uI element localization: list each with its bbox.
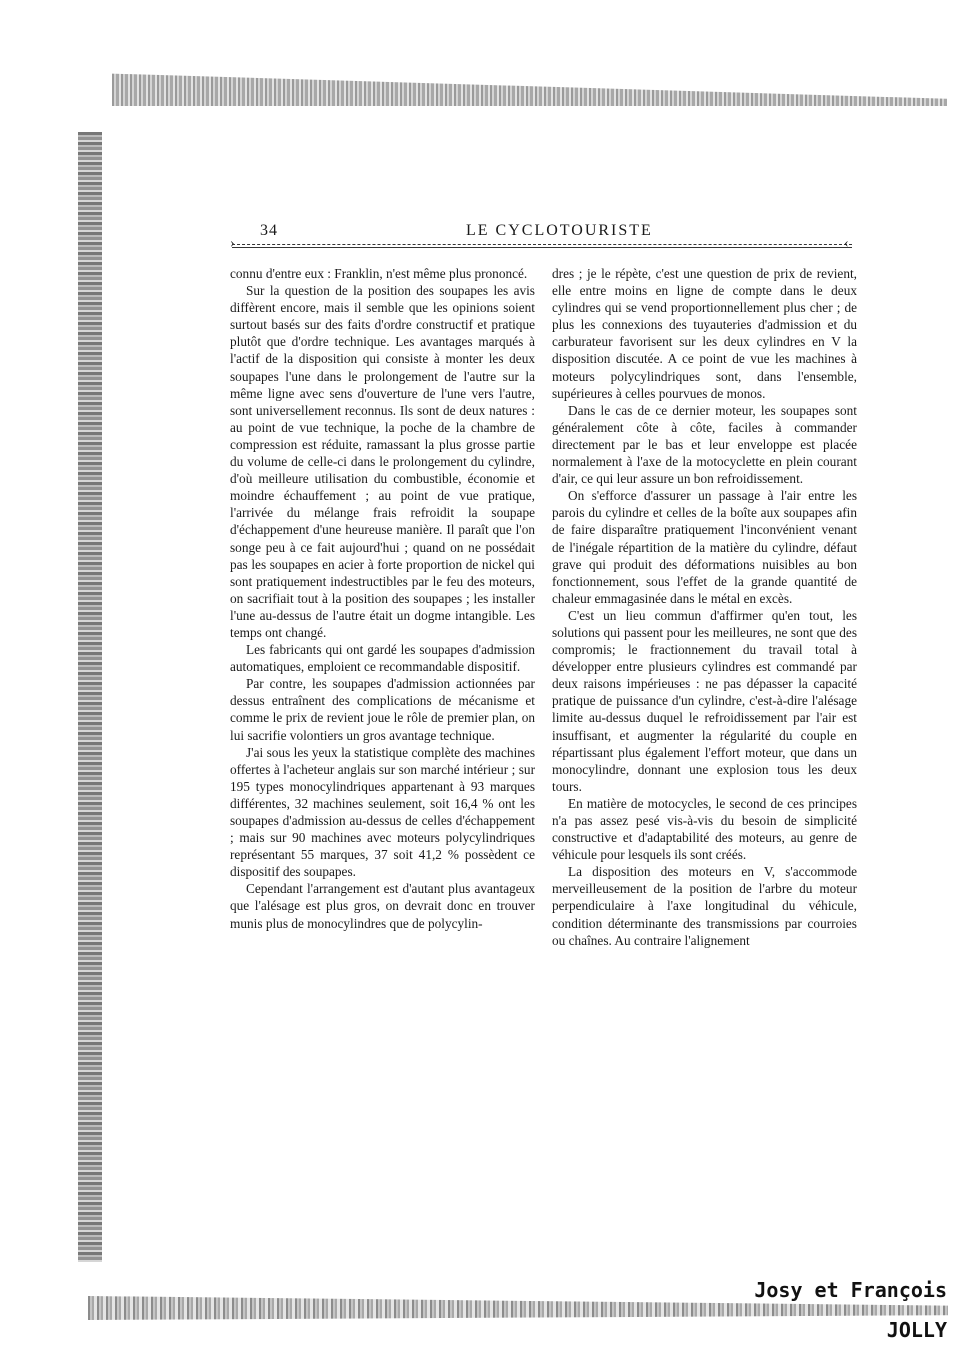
scan-artifact-top [112,70,947,106]
paragraph: Cependant l'arrangement est d'autant plus avantageux que l'alésage est plus gros, on devrait donc en trouver munis plus de monocylindres que de polycylin- [230,881,535,931]
left-column [230,265,535,932]
rule-arrow-left-icon: › [230,236,235,251]
paragraph: C'est un lieu commun d'affirmer qu'en tout, les solutions qui passent pour les meilleures, ne sont que des compromis; le fractionnement du travail total à développer entre plusieurs cylindres est commandé par deux raisons impérieuses : ne pas dépasser la capacité pratique de puissance d'un cylindre, c'est-à-dire l'alésage limite au-dessus duquel le refroidissement par l'air est insuffisant, et augmenter la régularité du couple en répartissant plus également l'effort moteur, que dans un monocylindre, donnant une explosion tous les deux tours. [552,607,857,794]
rule-arrow-right-icon: ‹ [844,236,849,251]
page-number: 34 [260,222,278,239]
paragraph: Les fabricants qui ont gardé les soupapes d'admission automatiques, emploient ce recommandable dispositif. [230,642,535,675]
running-title: LE CYCLOTOURISTE [466,222,653,239]
paragraph: Par contre, les soupapes d'admission actionnées par dessus entraînent des complications de mécanisme et comme le prix de revient joue le rôle de premier plan, on lui sacrifie volontiers un gros avantage technique. [230,676,535,743]
page-header [232,222,864,252]
paragraph: Dans le cas de ce dernier moteur, les soupapes sont généralement côte à côte, faciles à commander directement par le bas et leur enveloppe est placée normalement à l'axe de la motocyclette en plein courant d'air, ce qui leur assure un bon refroidissement. [552,402,857,487]
paragraph: J'ai sous les yeux la statistique complète des machines offertes à l'acheteur anglais sur son marché intérieur ; sur 195 types monocylindriques appartenant à 93 marques différentes, 32 machines seulement, soit 16,4 % ont les soupapes d'admission au-dessus de celles d'échappement ; mais sur 90 machines avec moteurs polycylindriques représentant 55 marques, 37 soit 41,2 % possèdent ce dispositif des soupapes. [230,744,535,880]
paragraph: Sur la question de la position des soupapes les avis diffèrent encore, mais il semble que les opinions soient surtout basés sur des faits d'ordre constructif et pratique plutôt que d'ordre technique. Les avantages marqués à l'actif de la disposition qui consiste à monter les deux soupapes l'une dans le prolongement de l'autre sur la même ligne avec sens d'ouverture de l'une vers l'autre, sont universellement reconnus. Ils sont de deux natures : au point de vue technique, la poche de la chambre de compression est réduite, ramassant la plus grosse partie du volume de celle-ci dans le prolongement du cylindre, d'où meilleure utilisation du combustible, économie et moindre échauffement ; au point de vue pratique, l'arrivée du mélange frais refroidit la soupape d'échappement d'une heureuse manière. Il paraît que l'on songe peu à ce fait aujourd'hui ; quand on ne possédait pas les soupapes en acier à forte proportion de nickel qui sont pratiquement indestructibles par le feu des moteurs, on sacrifiait tout à la position des soupapes ; les installer l'une au-dessus de l'autre était un dogme intangible. Les temps ont changé. [230,283,535,640]
right-column [552,265,857,949]
header-rule [232,244,852,248]
signature [754,1270,947,1350]
signature-names: Josy et François [754,1278,947,1302]
scan-artifact-left [78,132,102,1262]
paragraph: connu d'entre eux : Franklin, n'est même plus prononcé. [230,266,528,281]
paragraph: dres ; je le répète, c'est une question de prix de revient, elle entre moins en ligne de compte dans le deux cylindres qui se vend proportionnellement plus cher ; de plus les connexions des tuyauteries d'admission et du carburateur favorisent sur les deux cylindres en V la disposition discutée. A ce point de vue les machines à moteurs polycylindriques sont, dans l'ensemble, supérieures à celles pourvues de monos. [552,266,857,401]
paragraph: En matière de motocycles, le second de ces principes n'a pas assez pesé vis-à-vis du besoin de simplicité constructive et d'adaptabilité des moteurs, au genre de véhicule pour lesquels ils sont créés. [552,795,857,863]
signature-surname: JOLLY [886,1318,947,1342]
paragraph: La disposition des moteurs en V, s'accommode merveilleusement de la position de l'arbre du moteur perpendiculaire à l'axe longitudinal du véhicule, condition déterminante des transmissions par courroies ou chaînes. Au contraire l'alignement [552,864,857,948]
paragraph: On s'efforce d'assurer un passage à l'air entre les parois du cylindre et celles de la boîte aux soupapes afin de faire disparaître pratiquement l'inconvénient venant de l'inégale répartition de la matière du cylindre, défaut grave qui produit des déformations nuisibles au bon fonctionnement, sous l'effet de la grande quantité de chaleur emmagasinée dans le métal en excès. [552,488,857,606]
